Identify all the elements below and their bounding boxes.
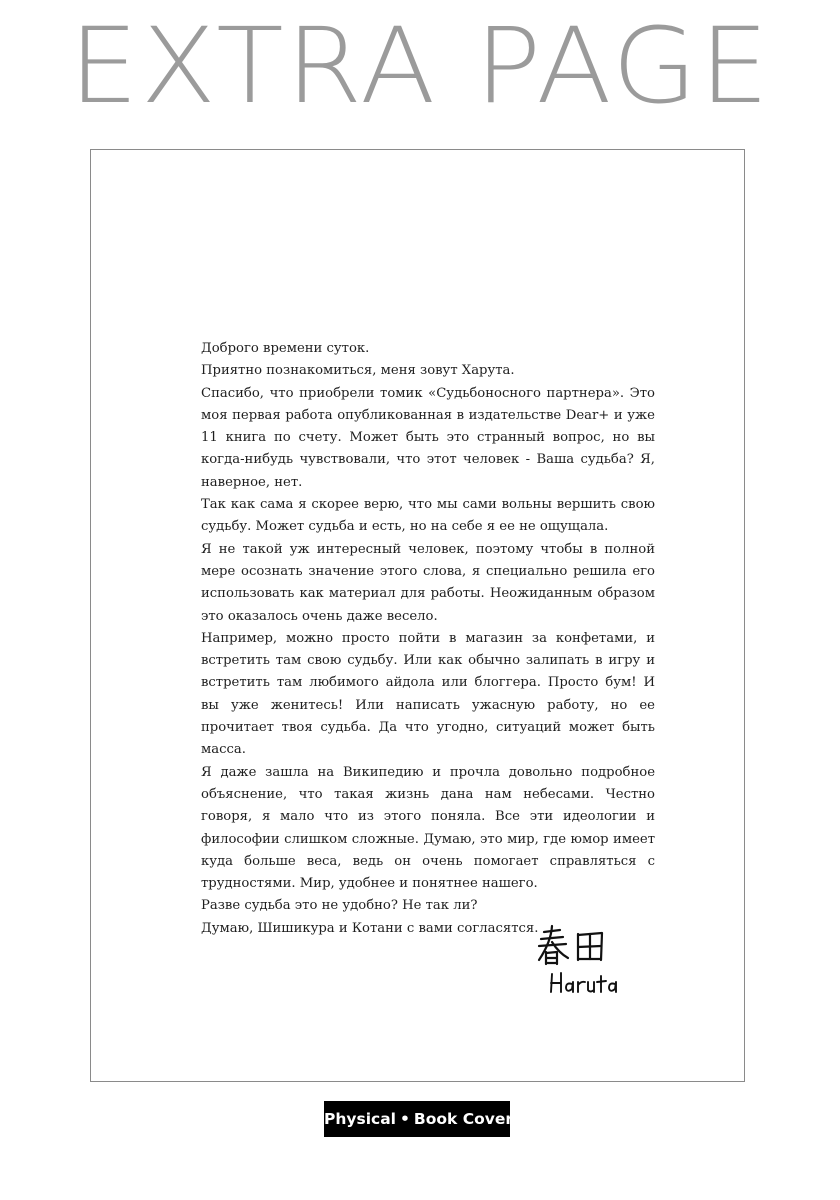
letter-paragraph: Думаю, Шишикура и Котани с вами согласятся. xyxy=(201,920,539,936)
badge-separator: • xyxy=(400,1110,410,1128)
letter-paragraph: Так как сама я скорее верю, что мы сами вольны вершить свою судьбу. Может судьба и есть, но на себе я ее не ощущала. xyxy=(201,497,655,535)
badge-label-book-cover: Book Cover xyxy=(413,1110,514,1128)
letter-paragraph: Например, можно просто пойти в магазин за конфетами, и встретить там свою судьбу. Или как обычно залипать в игру и встретить там любимого айдола или блоггера. Просто бум! И вы уже женитесь! Или написать ужасную работу, но ее прочитает твоя судьба. Да что угодно, ситуаций может быть масса. xyxy=(201,630,655,758)
signature-handwriting xyxy=(530,922,630,1002)
letter-paragraph: Доброго времени суток. xyxy=(201,341,370,356)
letter-paragraph: Спасибо, что приобрели томик «Судьбоносного партнера». Это моя первая работа опубликованная в издательстве Dear+ и уже 11 книга по счету. Может быть это странный вопрос, но вы когда-нибудь чувствовали, что этот человек - Ваша судьба? Я, наверное, нет. xyxy=(201,385,655,490)
letter-paragraph: Я даже зашла на Википедию и прочла довольно подробное объяснение, что такая жизнь дана нам небесами. Честно говоря, я мало что из этого поняла. Все эти идеологии и философии слишком сложные. Думаю, это мир, где юмор имеет куда больше веса, ведь он очень помогает справляться с трудностями. Мир, удобнее и понятнее нашего. xyxy=(201,764,655,892)
page-title: EXTRA PAGE xyxy=(68,5,772,127)
author-letter xyxy=(201,338,655,940)
letter-paragraph: Приятно познакомиться, меня зовут Харута. xyxy=(201,363,515,379)
letter-paragraph: Разве судьба это не удобно? Не так ли? xyxy=(201,898,478,914)
author-signature xyxy=(530,922,630,1002)
source-badge xyxy=(324,1101,514,1137)
letter-paragraph: Я не такой уж интересный человек, поэтому чтобы в полной мере осознать значение этого слова, я специально решила его использовать как материал для работы. Неожиданным образом это оказалось очень даже весело. xyxy=(201,541,655,624)
badge-label-physical: Physical xyxy=(324,1110,396,1128)
